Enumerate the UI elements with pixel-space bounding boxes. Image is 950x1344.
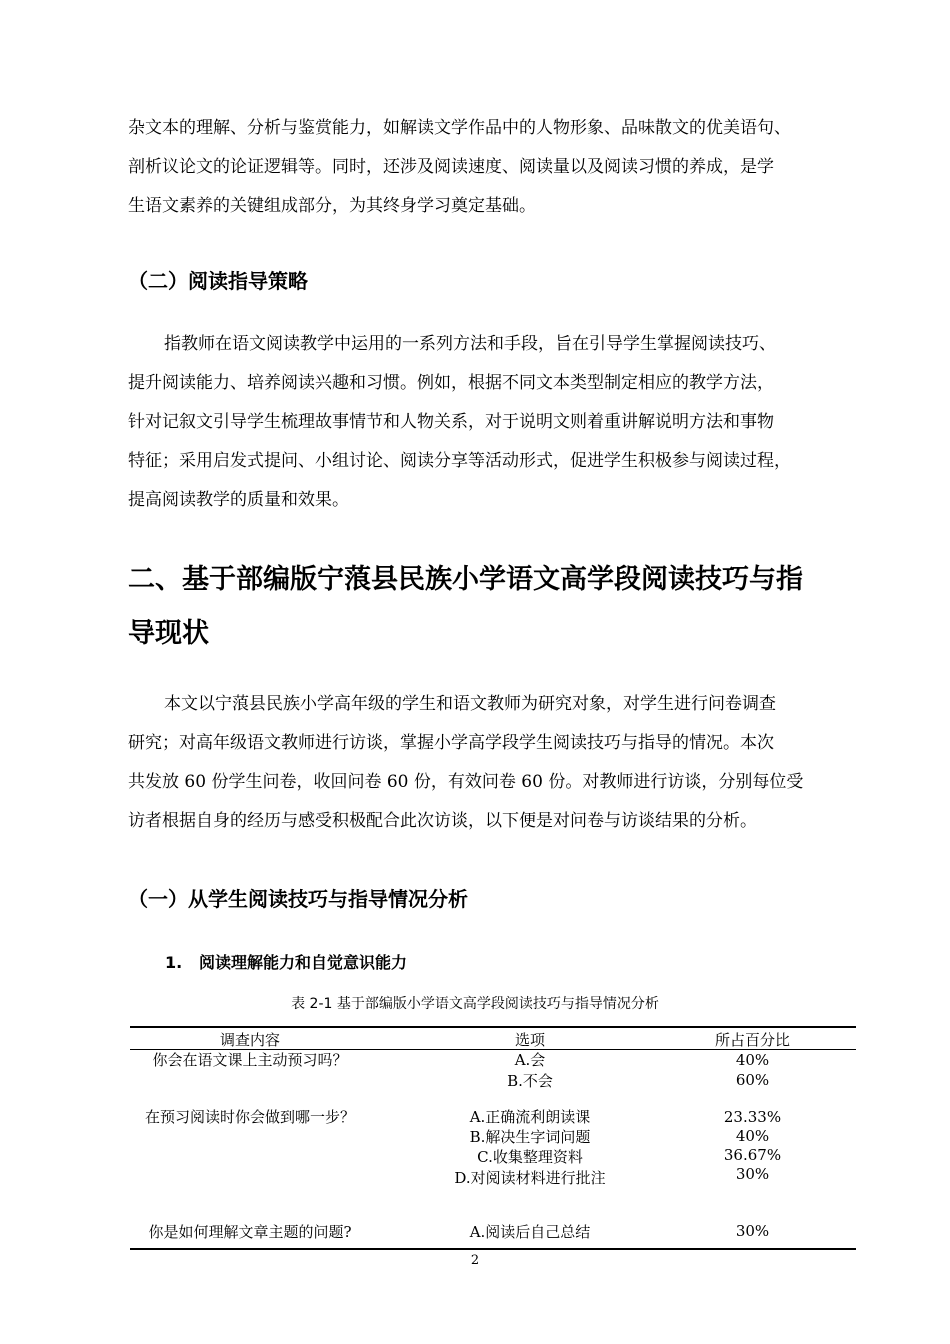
subsection-title: 阅读理解能力和自觉意识能力	[199, 953, 408, 972]
table-bottom-rule	[130, 1248, 856, 1250]
paragraph-research-method	[128, 685, 888, 841]
table-header-rule	[130, 1049, 856, 1050]
table-cell-option: C.收集整理资料	[477, 1148, 583, 1166]
text-line: 本文以宁蒗县民族小学高年级的学生和语文教师为研究对象，对学生进行问卷调查	[164, 694, 776, 714]
table-cell-option: D.对阅读材料进行批注	[454, 1169, 606, 1187]
table-header-cell: 调查内容	[219, 1031, 280, 1049]
subsection-number: 1.	[165, 953, 183, 972]
table-cell-percent: 40%	[735, 1127, 770, 1145]
table-cell-percent: 36.67%	[723, 1146, 782, 1164]
table-cell-option: A.阅读后自己总结	[469, 1223, 591, 1241]
subsection-heading	[165, 950, 407, 973]
chapter-title-line: 导现状	[128, 618, 209, 649]
table-cell-percent: 40%	[735, 1051, 770, 1069]
table-cell-percent: 30%	[735, 1165, 770, 1183]
text-line: 针对记叙文引导学生梳理故事情节和人物关系，对于说明文则着重讲解说明方法和事物	[128, 412, 774, 432]
table-header-cell: 选项	[514, 1031, 545, 1049]
text-line: 特征；采用启发式提问、小组讨论、阅读分享等活动形式，促进学生积极参与阅读过程，	[128, 451, 791, 471]
text-line: 共发放 60 份学生问卷，收回问卷 60 份，有效问卷 60 份。对教师进行访谈，分别每位受	[128, 772, 804, 792]
table-cell-option: B.不会	[507, 1072, 553, 1090]
chapter-title	[128, 553, 803, 661]
table-cell-option: A.会	[514, 1051, 546, 1069]
text-line: 提高阅读教学的质量和效果。	[128, 490, 349, 510]
chapter-title-line: 二、基于部编版宁蒗县民族小学语文高学段阅读技巧与指	[128, 564, 803, 595]
table-cell-question: 你会在语文课上主动预习吗？	[152, 1051, 348, 1069]
text-line: 指教师在语文阅读教学中运用的一系列方法和手段，旨在引导学生掌握阅读技巧、	[164, 334, 776, 354]
paragraph-reading-ability	[128, 109, 888, 226]
table-cell-option: B.解决生字词问题	[469, 1128, 591, 1146]
table-cell-question: 在预习阅读时你会做到哪一步？	[144, 1108, 355, 1126]
text-line: 剖析议论文的论证逻辑等。同时，还涉及阅读速度、阅读量以及阅读习惯的养成，是学	[128, 157, 774, 177]
table-top-rule	[130, 1026, 856, 1028]
page-number: 2	[470, 1253, 480, 1268]
table-caption: 表 2-1 基于部编版小学语文高学段阅读技巧与指导情况分析	[291, 996, 659, 1012]
text-line: 杂文本的理解、分析与鉴赏能力，如解读文学作品中的人物形象、品味散文的优美语句、	[128, 118, 791, 138]
text-line: 访者根据自身的经历与感受积极配合此次访谈，以下便是对问卷与访谈结果的分析。	[128, 811, 757, 831]
section-heading-reading-strategy: （二）阅读指导策略	[128, 269, 308, 293]
text-line: 生语文素养的关键组成部分，为其终身学习奠定基础。	[128, 196, 536, 216]
paragraph-reading-strategy	[128, 325, 888, 520]
table-cell-question: 你是如何理解文章主题的问题?	[148, 1223, 352, 1241]
table-cell-percent: 23.33%	[723, 1108, 782, 1126]
text-line: 提升阅读能力、培养阅读兴趣和习惯。例如，根据不同文本类型制定相应的教学方法，	[128, 373, 774, 393]
table-cell-percent: 60%	[735, 1071, 770, 1089]
text-line: 研究；对高年级语文教师进行访谈，掌握小学高学段学生阅读技巧与指导的情况。本次	[128, 733, 774, 753]
section-heading-student-analysis: （一）从学生阅读技巧与指导情况分析	[128, 887, 468, 911]
table-cell-option: A.正确流利朗读课	[469, 1108, 591, 1126]
table-header-cell: 所占百分比	[714, 1031, 790, 1049]
table-cell-percent: 30%	[735, 1222, 770, 1240]
